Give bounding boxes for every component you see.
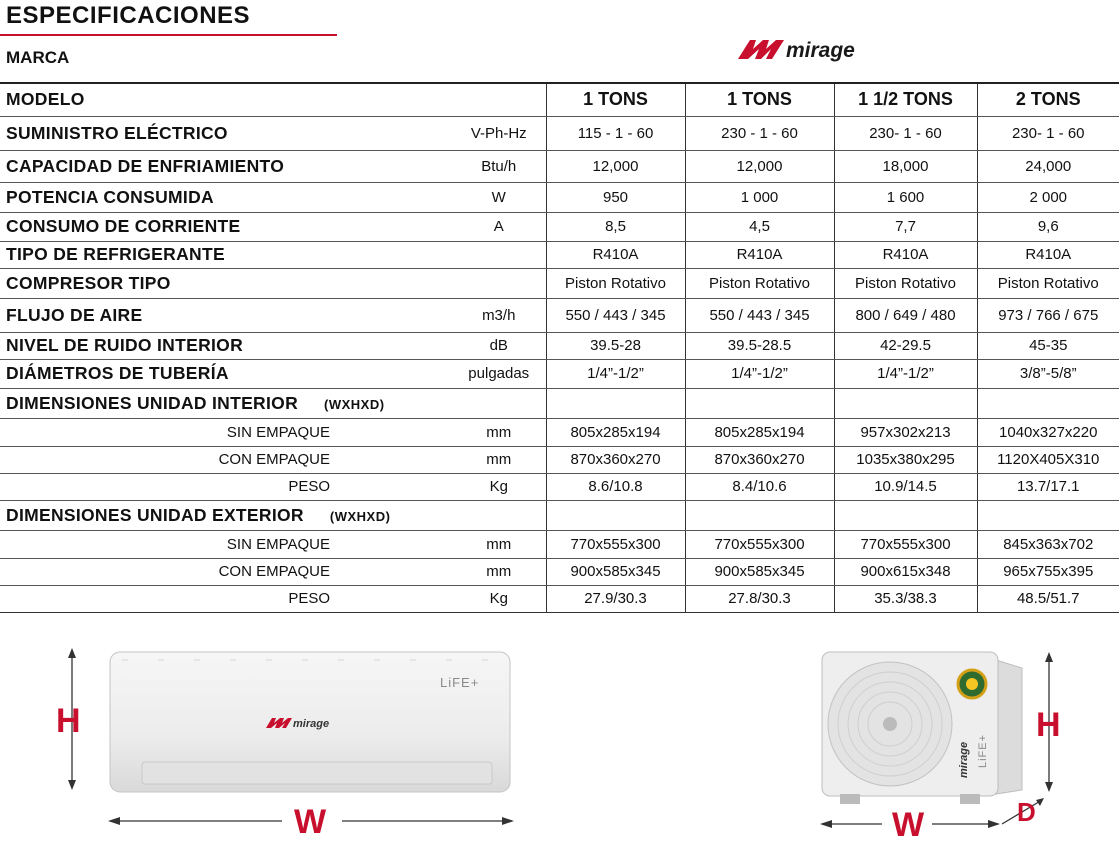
interior-dimensions-note: (WXHXD) bbox=[324, 396, 385, 412]
spec-row-tuberia bbox=[0, 359, 1119, 388]
spec-unit: Kg bbox=[452, 585, 546, 612]
spec-value: 900x585x345 bbox=[685, 558, 834, 585]
spec-label: SUMINISTRO ELÉCTRICO bbox=[0, 116, 452, 150]
spec-label: POTENCIA CONSUMIDA bbox=[0, 182, 452, 212]
spec-unit: dB bbox=[452, 332, 546, 359]
interior-row-peso bbox=[0, 473, 1119, 500]
interior-row-con-empaque bbox=[0, 446, 1119, 473]
spec-sublabel: CON EMPAQUE bbox=[0, 558, 452, 585]
outdoor-unit-illustration bbox=[810, 640, 1080, 844]
spec-unit: mm bbox=[452, 558, 546, 585]
spec-value: 8.6/10.8 bbox=[546, 473, 685, 500]
spec-row-compresor bbox=[0, 268, 1119, 298]
spec-value: 870x360x270 bbox=[685, 446, 834, 473]
depth-label: D bbox=[1017, 797, 1036, 827]
spec-value: 800 / 649 / 480 bbox=[834, 298, 977, 332]
spec-value: 1 000 bbox=[685, 182, 834, 212]
spec-sublabel: PESO bbox=[0, 473, 452, 500]
spec-value: 1/4”-1/2” bbox=[685, 359, 834, 388]
spec-value: 805x285x194 bbox=[546, 418, 685, 446]
model-header: 1 TONS bbox=[685, 83, 834, 116]
spec-value: 900x615x348 bbox=[834, 558, 977, 585]
spec-value: 550 / 443 / 345 bbox=[685, 298, 834, 332]
spec-row-consumo bbox=[0, 212, 1119, 241]
mirage-logo bbox=[736, 34, 926, 64]
spec-value: 27.9/30.3 bbox=[546, 585, 685, 612]
spec-value: 1120X405X310 bbox=[977, 446, 1119, 473]
spec-unit: mm bbox=[452, 530, 546, 558]
exterior-dimensions-note: (WXHXD) bbox=[329, 508, 391, 524]
spec-value: 957x302x213 bbox=[834, 418, 977, 446]
spec-value: 115 - 1 - 60 bbox=[546, 116, 685, 150]
spec-row-ruido bbox=[0, 332, 1119, 359]
spec-row-refrigerante bbox=[0, 241, 1119, 268]
spec-value: 230- 1 - 60 bbox=[977, 116, 1119, 150]
spec-row-potencia bbox=[0, 182, 1119, 212]
spec-value: Piston Rotativo bbox=[834, 268, 977, 298]
outdoor-brand-wordmark: mirage bbox=[958, 741, 970, 778]
exterior-row-sin-empaque bbox=[0, 530, 1119, 558]
spec-unit: V-Ph-Hz bbox=[452, 116, 546, 150]
spec-unit: m3/h bbox=[452, 298, 546, 332]
spec-label: CAPACIDAD DE ENFRIAMIENTO bbox=[0, 150, 452, 182]
spec-value: 1040x327x220 bbox=[977, 418, 1119, 446]
life-plus-badge: LiFE+ bbox=[977, 733, 989, 768]
spec-value: 39.5-28 bbox=[546, 332, 685, 359]
spec-row-flujo bbox=[0, 298, 1119, 332]
indoor-unit-illustration bbox=[50, 640, 530, 840]
spec-unit bbox=[452, 241, 546, 268]
spec-sublabel: PESO bbox=[0, 585, 452, 612]
height-label: H bbox=[1036, 706, 1061, 744]
indoor-brand-wordmark: mirage bbox=[293, 718, 330, 730]
title-underline bbox=[0, 34, 337, 36]
spec-unit: A bbox=[452, 212, 546, 241]
spec-value: 12,000 bbox=[546, 150, 685, 182]
spec-value: 7,7 bbox=[834, 212, 977, 241]
spec-label: NIVEL DE RUIDO INTERIOR bbox=[0, 332, 452, 359]
model-header-row bbox=[0, 83, 1119, 116]
exterior-dimensions-header bbox=[0, 500, 1119, 530]
model-header: 1 1/2 TONS bbox=[834, 83, 977, 116]
spec-value: 1/4”-1/2” bbox=[834, 359, 977, 388]
width-label: W bbox=[892, 806, 925, 844]
spec-value: 8.4/10.6 bbox=[685, 473, 834, 500]
spec-value: R410A bbox=[546, 241, 685, 268]
spec-value: 870x360x270 bbox=[546, 446, 685, 473]
spec-unit: mm bbox=[452, 418, 546, 446]
spec-value: 230- 1 - 60 bbox=[834, 116, 977, 150]
spec-value: 27.8/30.3 bbox=[685, 585, 834, 612]
spec-label: TIPO DE REFRIGERANTE bbox=[0, 241, 452, 268]
spec-value: 965x755x395 bbox=[977, 558, 1119, 585]
spec-value: 1 600 bbox=[834, 182, 977, 212]
spec-value: 550 / 443 / 345 bbox=[546, 298, 685, 332]
spec-value: 10.9/14.5 bbox=[834, 473, 977, 500]
mirage-logo-mark bbox=[738, 40, 784, 59]
spec-unit: W bbox=[452, 182, 546, 212]
spec-value: 3/8”-5/8” bbox=[977, 359, 1119, 388]
exterior-row-con-empaque bbox=[0, 558, 1119, 585]
spec-value: 4,5 bbox=[685, 212, 834, 241]
spec-value: 42-29.5 bbox=[834, 332, 977, 359]
spec-value: R410A bbox=[977, 241, 1119, 268]
spec-unit: pulgadas bbox=[452, 359, 546, 388]
spec-value: 845x363x702 bbox=[977, 530, 1119, 558]
spec-label: COMPRESOR TIPO bbox=[0, 268, 452, 298]
height-label: H bbox=[56, 702, 81, 740]
spec-row-capacidad bbox=[0, 150, 1119, 182]
spec-value: 45-35 bbox=[977, 332, 1119, 359]
model-label: MODELO bbox=[0, 83, 452, 116]
interior-row-sin-empaque bbox=[0, 418, 1119, 446]
mirage-logo-wordmark: mirage bbox=[786, 39, 855, 62]
spec-unit: mm bbox=[452, 446, 546, 473]
spec-value: 18,000 bbox=[834, 150, 977, 182]
spec-value: Piston Rotativo bbox=[685, 268, 834, 298]
spec-value: 35.3/38.3 bbox=[834, 585, 977, 612]
brand-label: MARCA bbox=[6, 48, 70, 67]
spec-value: 8,5 bbox=[546, 212, 685, 241]
spec-value: 770x555x300 bbox=[546, 530, 685, 558]
spec-row-suministro bbox=[0, 116, 1119, 150]
spec-value: 9,6 bbox=[977, 212, 1119, 241]
spec-value: 805x285x194 bbox=[685, 418, 834, 446]
exterior-dimensions-label: DIMENSIONES UNIDAD EXTERIOR bbox=[6, 504, 304, 525]
interior-dimensions-header bbox=[0, 388, 1119, 418]
spec-value: Piston Rotativo bbox=[977, 268, 1119, 298]
spec-unit bbox=[452, 268, 546, 298]
spec-value: R410A bbox=[685, 241, 834, 268]
exterior-row-peso bbox=[0, 585, 1119, 612]
spec-value: 1/4”-1/2” bbox=[546, 359, 685, 388]
spec-value: Piston Rotativo bbox=[546, 268, 685, 298]
spec-table bbox=[0, 82, 1119, 613]
fan-grille bbox=[828, 662, 952, 786]
spec-value: 12,000 bbox=[685, 150, 834, 182]
spec-value: 39.5-28.5 bbox=[685, 332, 834, 359]
spec-unit: Btu/h bbox=[452, 150, 546, 182]
spec-value: 770x555x300 bbox=[834, 530, 977, 558]
spec-value: 24,000 bbox=[977, 150, 1119, 182]
spec-value: 770x555x300 bbox=[685, 530, 834, 558]
spec-sublabel: CON EMPAQUE bbox=[0, 446, 452, 473]
spec-value: 230 - 1 - 60 bbox=[685, 116, 834, 150]
model-header: 1 TONS bbox=[546, 83, 685, 116]
width-label: W bbox=[294, 803, 327, 840]
spec-value: 2 000 bbox=[977, 182, 1119, 212]
model-header: 2 TONS bbox=[977, 83, 1119, 116]
spec-value: 13.7/17.1 bbox=[977, 473, 1119, 500]
spec-label: DIÁMETROS DE TUBERÍA bbox=[0, 359, 452, 388]
page-title: ESPECIFICACIONES bbox=[6, 2, 251, 29]
spec-sublabel: SIN EMPAQUE bbox=[0, 418, 452, 446]
spec-sublabel: SIN EMPAQUE bbox=[0, 530, 452, 558]
spec-label: FLUJO DE AIRE bbox=[0, 298, 452, 332]
spec-value: 973 / 766 / 675 bbox=[977, 298, 1119, 332]
spec-value: 900x585x345 bbox=[546, 558, 685, 585]
interior-dimensions-label: DIMENSIONES UNIDAD INTERIOR bbox=[6, 392, 299, 413]
spec-value: 950 bbox=[546, 182, 685, 212]
life-plus-badge: LiFE+ bbox=[440, 675, 480, 690]
spec-value: 48.5/51.7 bbox=[977, 585, 1119, 612]
energy-seal-icon bbox=[958, 670, 986, 698]
spec-value: R410A bbox=[834, 241, 977, 268]
spec-label: CONSUMO DE CORRIENTE bbox=[0, 212, 452, 241]
spec-value: 1035x380x295 bbox=[834, 446, 977, 473]
spec-unit: Kg bbox=[452, 473, 546, 500]
